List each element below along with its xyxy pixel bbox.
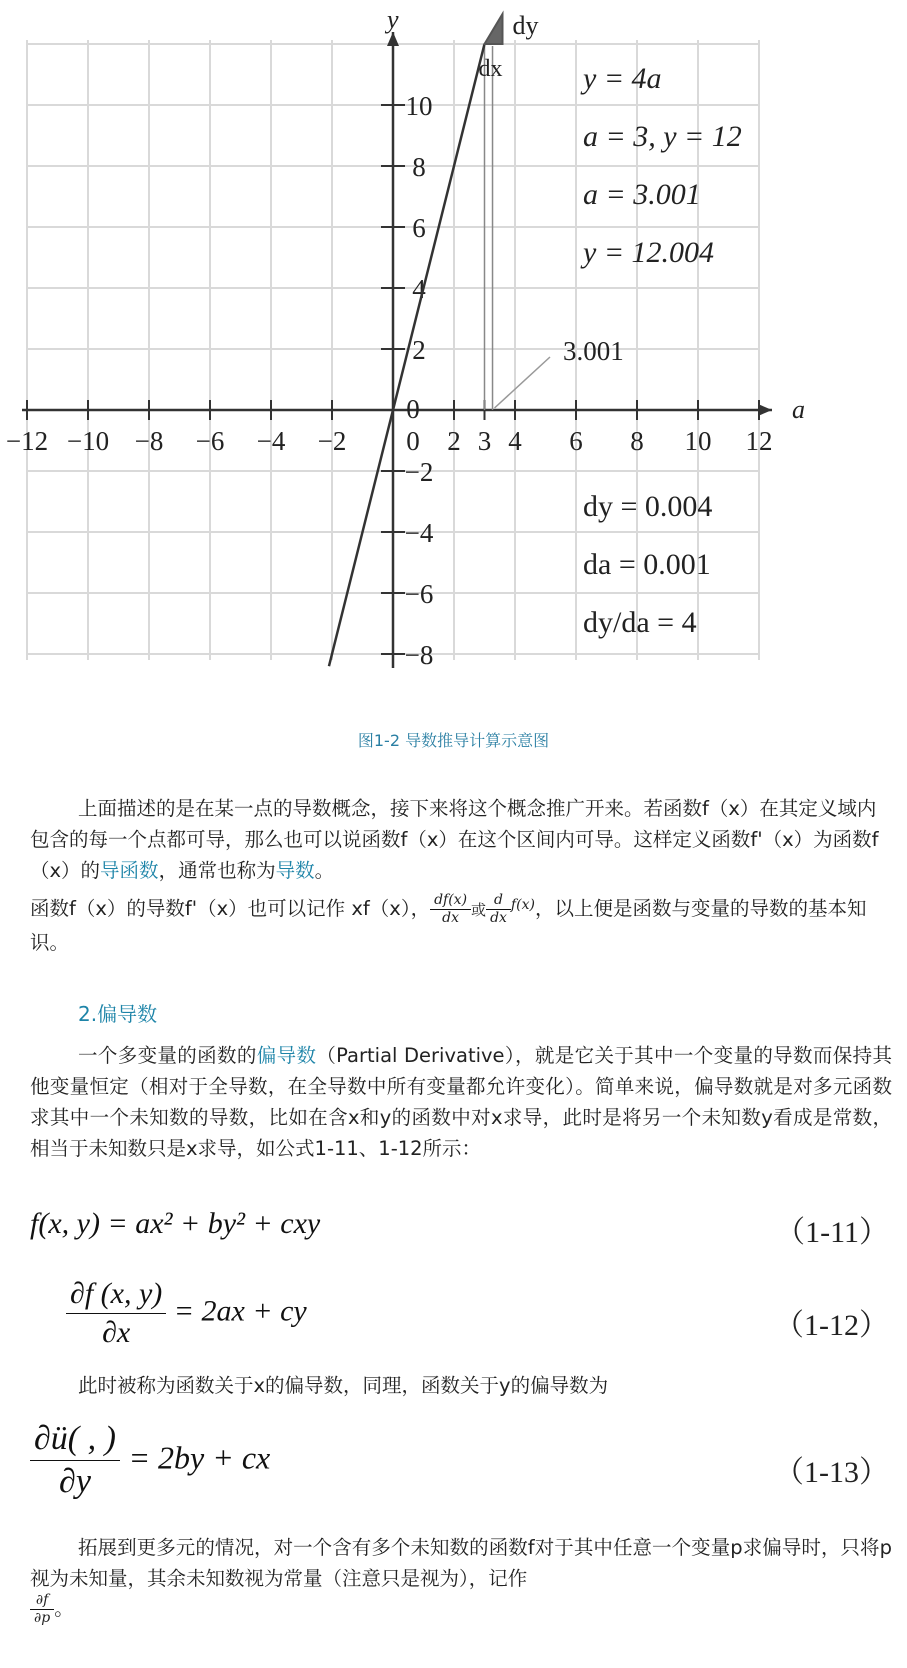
annotation-bottom: da = 0.001 bbox=[583, 548, 711, 581]
frac-numerator: df(x) bbox=[430, 892, 471, 910]
paragraph-notation bbox=[30, 890, 892, 958]
x-tick-label: 12 bbox=[745, 426, 773, 456]
paragraph-partial-y bbox=[30, 1370, 892, 1401]
y-tick-label: 0 bbox=[406, 394, 420, 424]
figure-caption: 图1-2 导数推导计算示意图 bbox=[357, 731, 550, 750]
callout-line bbox=[495, 357, 551, 408]
x-tick-label: 0 bbox=[406, 426, 420, 456]
para3-text: 一个多变量的函数的 bbox=[78, 1044, 257, 1067]
eq13-numerator: ∂ü( , ) bbox=[30, 1418, 120, 1461]
x-tick-label: −2 bbox=[317, 426, 347, 456]
para3-text-b: （Partial Derivative），就是它关于其中一个变量的导数而保持其他变量恒定（相对于全导数，在全导数中所有变量都允许变化）。简单来说，偏导数就是对多元函数求其中一个未知数的导数，比如在含x和y的函数中对x求导，此时是将另一个未知数y看成是常数，相当于未知数只是x求导，如公式1-11、1-12所示： bbox=[30, 1044, 892, 1160]
y-tick-label: −2 bbox=[404, 457, 434, 487]
slope-triangle bbox=[485, 14, 503, 44]
equation-number-1-12: （1-12） bbox=[774, 1309, 889, 1342]
x-axis-label: a bbox=[792, 395, 805, 424]
callout-label: 3.001 bbox=[563, 336, 624, 366]
y-tick-label: 8 bbox=[412, 152, 426, 182]
eq13-denominator: ∂y bbox=[59, 1463, 91, 1500]
frac-denominator: ∂p bbox=[34, 1610, 51, 1626]
x-tick-label: 3 bbox=[477, 426, 492, 456]
link-derivative-function[interactable]: 导函数 bbox=[100, 859, 159, 882]
para1-end: 。 bbox=[314, 859, 335, 882]
frac-numerator: ∂f bbox=[30, 1592, 54, 1610]
equation-number-1-13: （1-13） bbox=[774, 1456, 889, 1489]
x-tick-label: −4 bbox=[256, 426, 286, 456]
equation-1-11: f(x, y) = ax² + by² + cxy bbox=[30, 1207, 321, 1240]
para1-text: 上面描述的是在某一点的导数概念，接下来将这个概念推广开来。若函数f（x）在其定义域内包含的每一个点都可导，那么也可以说函数f（x）在这个区间内可导。这样定义函数f'（x）为函数f（x）的 bbox=[30, 797, 879, 882]
para5-end: 。 bbox=[54, 1597, 74, 1620]
equation-number-1-11: （1-11） bbox=[775, 1216, 889, 1249]
y-tick-label: 4 bbox=[412, 274, 426, 304]
eq12-fraction bbox=[66, 1275, 166, 1352]
x-tick-label: −12 bbox=[5, 426, 49, 456]
fraction-df-dx bbox=[430, 892, 471, 927]
fx-term: f(x) bbox=[510, 897, 535, 913]
series-line bbox=[329, 44, 485, 666]
paragraph-derivative-function bbox=[30, 793, 892, 886]
para5-text: 拓展到更多元的情况，对一个含有多个未知数的函数f对于其中任意一个变量p求偏导时，只将p视为未知量，其余未知数视为常量（注意只是视为），记作 bbox=[30, 1536, 892, 1590]
x-tick-label: −8 bbox=[134, 426, 164, 456]
para2-text: 函数f（x）的导数f'（x）也可以记作 xf（x）， bbox=[30, 897, 431, 920]
chart-marks bbox=[329, 14, 550, 666]
para1-text-b: ，通常也称为 bbox=[158, 859, 276, 882]
label-dy: dy bbox=[512, 11, 539, 40]
paragraph-multivariate bbox=[30, 1532, 892, 1627]
y-tick-label: 2 bbox=[412, 335, 426, 365]
frac-denominator: dx bbox=[442, 910, 459, 926]
eq13-fraction bbox=[30, 1418, 120, 1503]
eq12-numerator: ∂f (x, y) bbox=[66, 1275, 166, 1314]
section-heading: 2.偏导数 bbox=[78, 1002, 158, 1026]
eq12-rhs: = 2ax + cy bbox=[173, 1294, 307, 1328]
y-tick-label: −6 bbox=[404, 579, 434, 609]
equation-1-12 bbox=[66, 1275, 307, 1352]
x-tick-label: 4 bbox=[508, 426, 522, 456]
y-axis-label: y bbox=[387, 5, 399, 34]
annotation-top: a = 3, y = 12 bbox=[583, 120, 742, 153]
annotation-bottom: dy/da = 4 bbox=[583, 606, 697, 639]
fraction-d-dx bbox=[486, 892, 511, 927]
para2-text-b: ，以上便是函数与变量的导数的基本知识。 bbox=[30, 897, 867, 954]
x-axis-arrow bbox=[758, 404, 772, 416]
derivative-figure bbox=[0, 0, 907, 720]
y-tick-label: 10 bbox=[405, 91, 433, 121]
annotation-top: a = 3.001 bbox=[583, 178, 701, 211]
annotation-bottom: dy = 0.004 bbox=[583, 490, 713, 523]
label-dx: dx bbox=[478, 56, 503, 82]
paragraph-partial-derivative bbox=[30, 1040, 892, 1164]
x-tick-label: 8 bbox=[630, 426, 644, 456]
fraction-df-dp bbox=[30, 1592, 54, 1627]
eq12-denominator: ∂x bbox=[102, 1316, 131, 1349]
y-tick-label: 6 bbox=[412, 213, 426, 243]
x-tick-label: −10 bbox=[66, 426, 110, 456]
annotation-top: y = 12.004 bbox=[583, 236, 715, 269]
annotation-top: y = 4a bbox=[583, 62, 662, 95]
x-tick-label: 2 bbox=[447, 426, 461, 456]
para4-text: 此时被称为函数关于x的偏导数，同理，函数关于y的偏导数为 bbox=[78, 1374, 609, 1397]
y-tick-label: −4 bbox=[404, 518, 434, 548]
or-word: 或 bbox=[471, 901, 487, 919]
y-axis-arrow bbox=[387, 32, 399, 46]
link-derivative[interactable]: 导数 bbox=[275, 859, 315, 882]
equation-1-13 bbox=[30, 1418, 270, 1503]
x-tick-label: 6 bbox=[569, 426, 583, 456]
x-tick-label: −6 bbox=[195, 426, 225, 456]
frac-denominator: dx bbox=[490, 910, 507, 926]
link-partial-derivative[interactable]: 偏导数 bbox=[256, 1044, 317, 1067]
y-tick-label: −8 bbox=[404, 640, 434, 670]
x-tick-label: 10 bbox=[684, 426, 712, 456]
eq13-rhs: = 2by + cx bbox=[128, 1439, 271, 1476]
frac-numerator: d bbox=[486, 892, 511, 910]
